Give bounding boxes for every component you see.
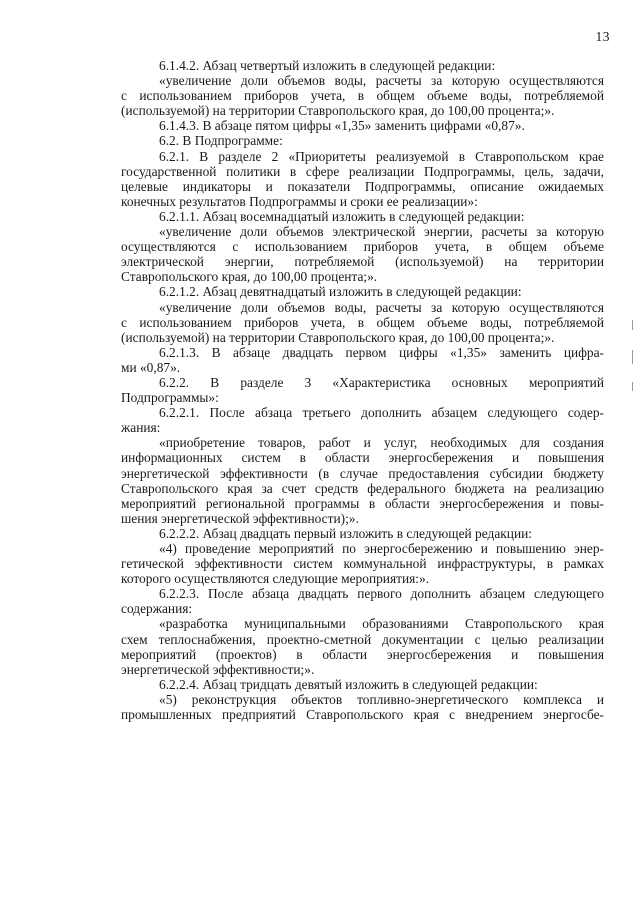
text-line: конечных результатов Подпрограммы и сроки ее реализации»: (121, 193, 478, 209)
text-line: схем теплоснабжения, проектно-сметной документации с целью реализации (121, 631, 604, 647)
text-line: 6.2.2.2. Абзац двадцать первый изложить в следующей редакции: (159, 525, 533, 541)
text-line: мероприятий (проектов) в области энергосбережения и повышения (121, 646, 604, 662)
text-line: 6.1.4.3. В абзаце пятом цифры «1,35» заменить цифрами «0,87». (159, 118, 525, 134)
text-line: 6.2.2.1. После абзаца третьего дополнить абзацем следующего содер- (159, 405, 604, 421)
text-line: 6.2.2. В разделе 3 «Характеристика основных мероприятий (159, 374, 604, 390)
text-line: государственной политики в сфере реализации Подпрограммы, цель, задачи, (121, 163, 604, 179)
text-line: «увеличение доли объемов электрической энергии, расчеты за которую (159, 224, 604, 240)
text-line: которого осуществляются следующие мероприятия:». (121, 571, 430, 587)
page-number: 13 (595, 29, 610, 44)
text-line: 6.1.4.2. Абзац четвертый изложить в следующей редакции: (159, 58, 496, 73)
text-line: осуществляются с использованием приборов учета, в общем объеме (121, 239, 604, 255)
scan-artifact-marks (630, 320, 636, 410)
text-line: «5) реконструкция объектов топливно-энергетического комплекса и (159, 691, 604, 707)
text-line: 6.2.2.4. Абзац тридцать девятый изложить в следующей редакции: (159, 676, 538, 692)
text-line: «разработка муниципальными образованиями Ставропольского края (159, 616, 604, 632)
text-line: Ставропольского края за счет средств федерального бюджета на реализацию (121, 480, 604, 496)
document-body (121, 58, 604, 722)
text-line: 6.2.1.1. Абзац восемнадцатый изложить в следующей редакции: (159, 208, 525, 224)
text-line: 6.2.1.3. В абзаце двадцать первом цифры «1,35» заменить цифра- (159, 344, 604, 360)
text-line: жания: (121, 420, 161, 436)
text-line: (используемой) на территории Ставропольского края, до 100,00 процента;». (121, 329, 555, 345)
text-line: шения энергетической эффективности);». (121, 510, 359, 526)
text-line: ми «0,87». (121, 359, 181, 375)
text-line: «увеличение доли объемов воды, расчеты за которую осуществляются (159, 299, 604, 315)
text-line: 6.2. В Подпрограмме: (159, 133, 283, 149)
text-line: «увеличение доли объемов воды, расчеты за которую осуществляются (159, 73, 604, 89)
text-line: Подпрограммы»: (121, 390, 219, 406)
text-line: гетической эффективности систем коммунальной инфраструктуры, в рамках (121, 556, 604, 572)
text-line: энергетической эффективности;». (121, 661, 315, 677)
text-line: энергетической эффективности (в случае предоставления субсидии бюджету (121, 465, 604, 481)
text-line: 6.2.2.3. После абзаца двадцать первого дополнить абзацем следующего (159, 586, 604, 602)
text-line: информационных систем в области энергосбережения и повышения (121, 450, 604, 466)
text-line: (используемой) на территории Ставропольского края, до 100,00 процента;». (121, 103, 555, 119)
text-line: Ставропольского края, до 100,00 процента;». (121, 269, 378, 285)
text-line: «4) проведение мероприятий по энергосбережению и повышению энер- (159, 541, 604, 556)
text-line: с использованием приборов учета, в общем объеме воды, потребляемой (121, 314, 604, 330)
text-line: целевые индикаторы и показатели Подпрограммы, описание ожидаемых (121, 178, 604, 194)
text-line: промышленных предприятий Ставропольского края с внедрением энергосбе- (121, 707, 604, 723)
text-line: 6.2.1.2. Абзац девятнадцатый изложить в следующей редакции: (159, 284, 522, 300)
text-line: с использованием приборов учета, в общем объеме воды, потребляемой (121, 88, 604, 104)
text-line: 6.2.1. В разделе 2 «Приоритеты реализуемой в Ставропольском крае (159, 148, 604, 164)
text-line: содержания: (121, 601, 193, 617)
text-line: мероприятий региональной программы в области энергосбережения и повы- (121, 495, 604, 511)
text-line: «приобретение товаров, работ и услуг, необходимых для создания (159, 435, 604, 451)
text-line: электрической энергии, потребляемой (используемой) на территории (121, 254, 604, 270)
